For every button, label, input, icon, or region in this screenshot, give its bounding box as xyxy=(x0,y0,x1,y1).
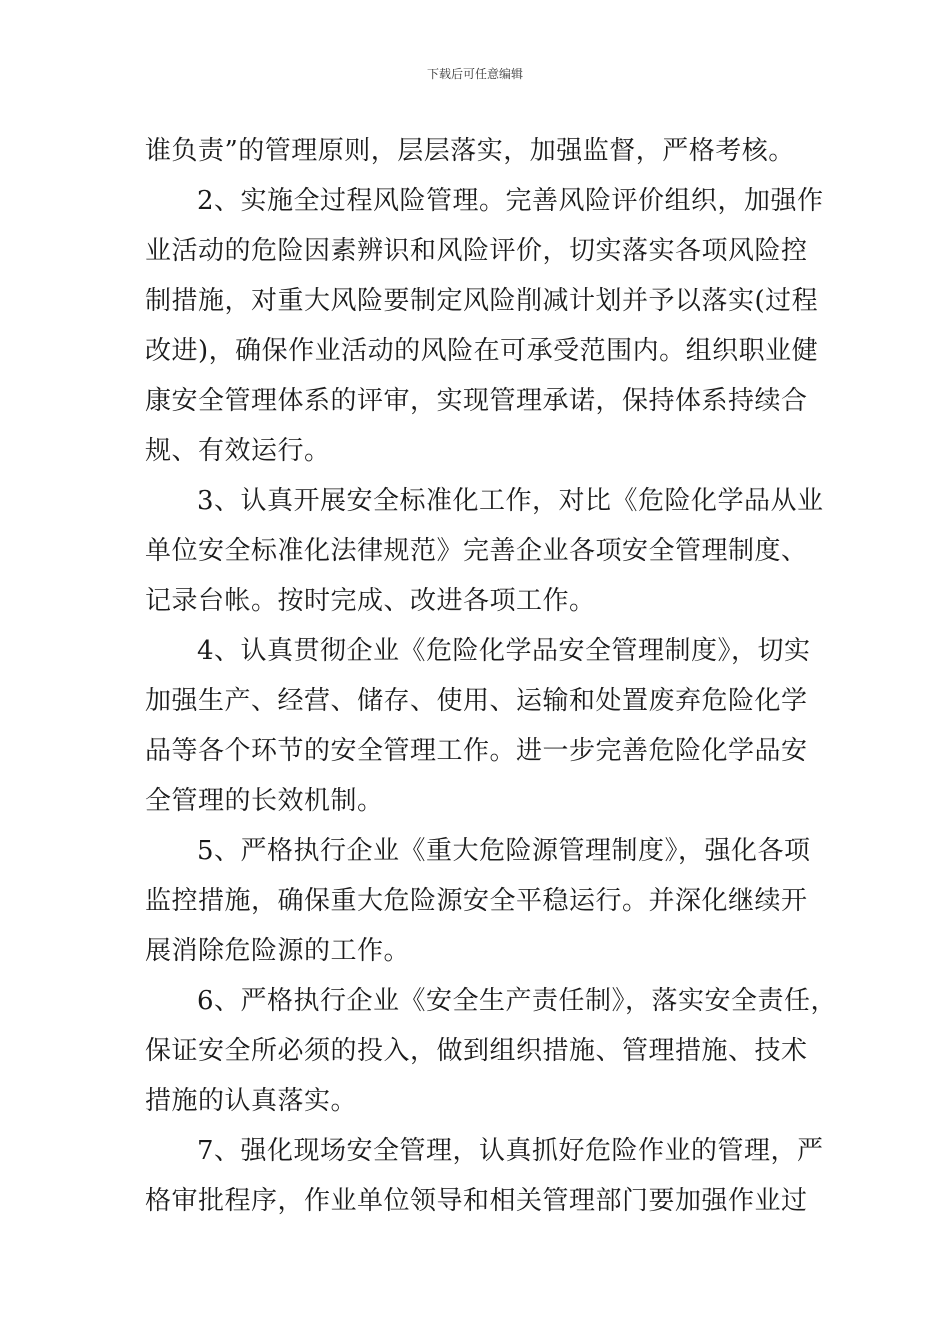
text-line: 6、严格执行企业《安全生产责任制》，落实安全责任， xyxy=(197,986,838,1016)
text-line: 7、强化现场安全管理，认真抓好危险作业的管理，严 xyxy=(197,1136,824,1166)
text-line: 规、有效运行。 xyxy=(145,436,331,466)
text-line: 制措施，对重大风险要制定风险削减计划并予以落实(过程 xyxy=(145,286,819,316)
text-line: 单位安全标准化法律规范》完善企业各项安全管理制度、 xyxy=(145,536,808,566)
text-line: 加强生产、经营、储存、使用、运输和处置废弃危险化学 xyxy=(145,686,808,716)
text-line: 全管理的长效机制。 xyxy=(145,786,384,816)
text-line: 业活动的危险因素辨识和风险评价，切实落实各项风险控 xyxy=(145,236,808,266)
document-body xyxy=(145,126,838,1226)
text-line: 2、实施全过程风险管理。完善风险评价组织，加强作 xyxy=(197,186,824,216)
text-line: 措施的认真落实。 xyxy=(145,1086,358,1116)
text-line: 谁负责”的管理原则，层层落实，加强监督，严格考核。 xyxy=(145,136,795,166)
text-line: 4、认真贯彻企业《危险化学品安全管理制度》，切实 xyxy=(197,636,811,666)
text-line: 保证安全所必须的投入，做到组织措施、管理措施、技术 xyxy=(145,1036,808,1066)
text-line: 监控措施，确保重大危险源安全平稳运行。并深化继续开 xyxy=(145,886,808,916)
text-line: 5、严格执行企业《重大危险源管理制度》，强化各项 xyxy=(197,836,811,866)
text-line: 记录台帐。按时完成、改进各项工作。 xyxy=(145,586,596,616)
text-line: 品等各个环节的安全管理工作。进一步完善危险化学品安 xyxy=(145,736,808,766)
text-line: 改进)，确保作业活动的风险在可承受范围内。组织职业健 xyxy=(145,336,819,366)
text-line: 展消除危险源的工作。 xyxy=(145,936,411,966)
text-line: 康安全管理体系的评审，实现管理承诺，保持体系持续合 xyxy=(145,386,808,416)
page-header: 下载后可任意编辑 xyxy=(426,67,523,81)
text-line: 3、认真开展安全标准化工作，对比《危险化学品从业 xyxy=(197,486,824,516)
text-line: 格审批程序，作业单位领导和相关管理部门要加强作业过 xyxy=(145,1186,808,1216)
